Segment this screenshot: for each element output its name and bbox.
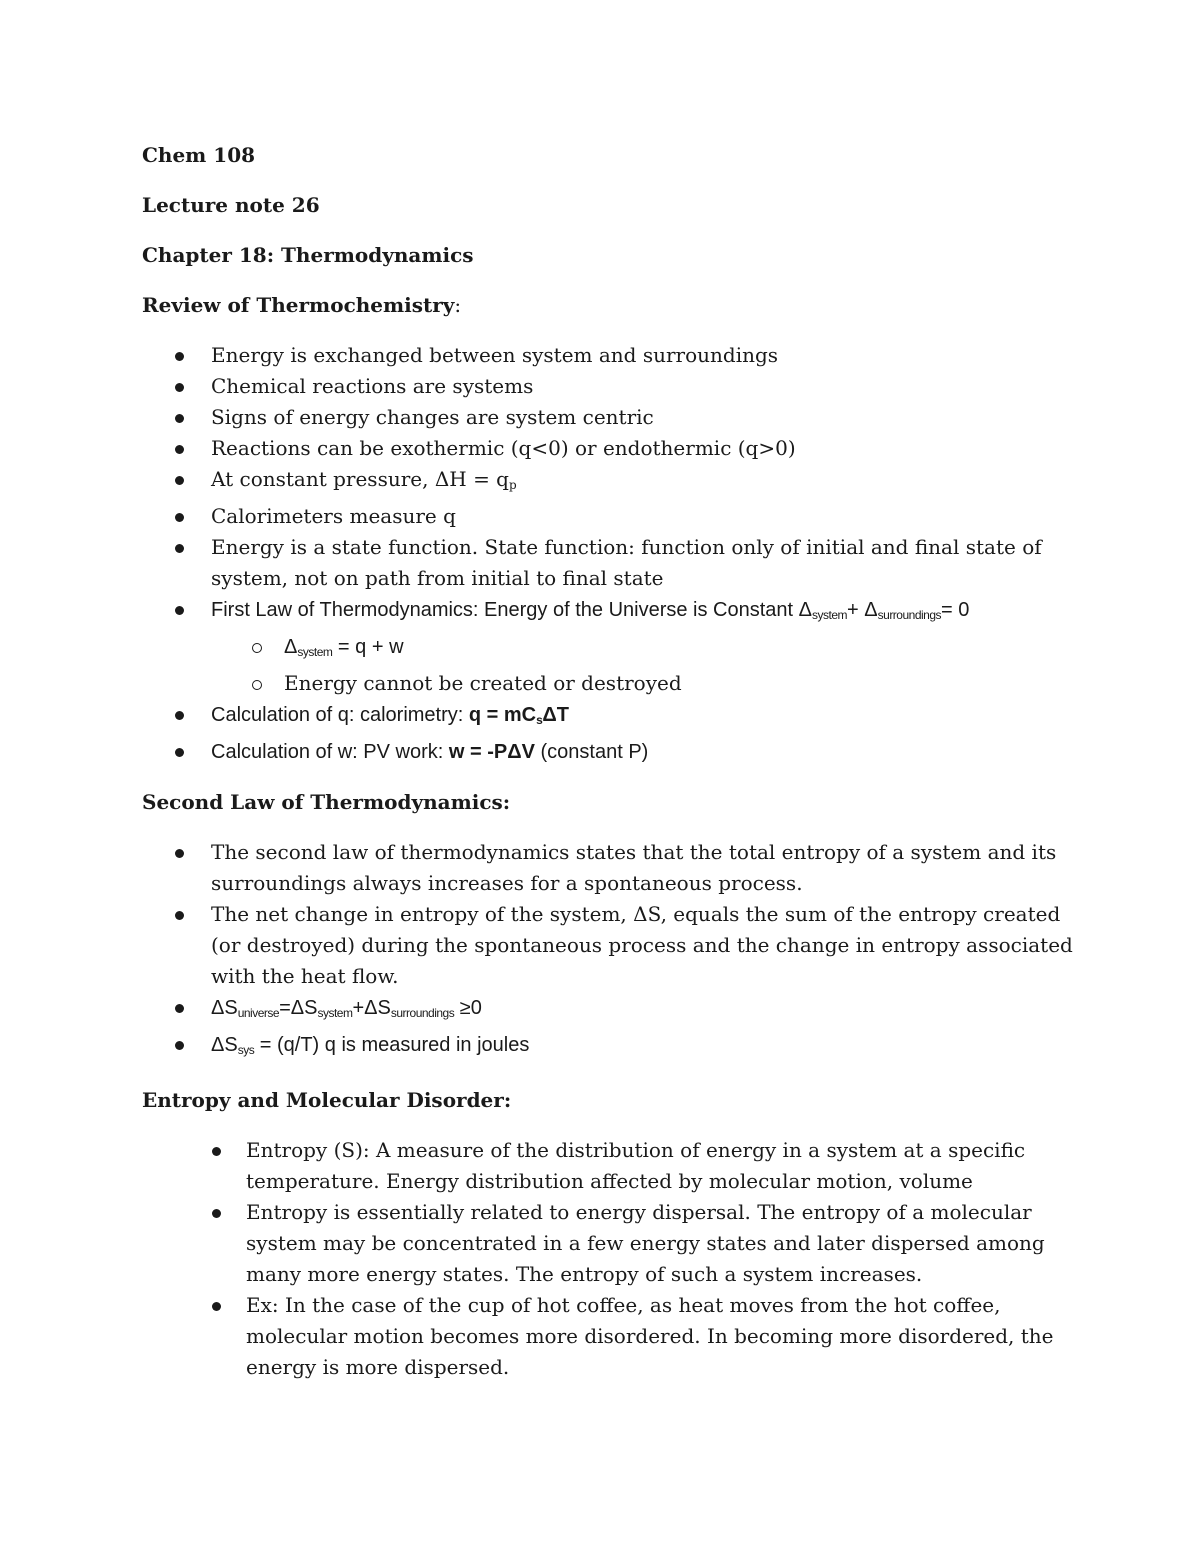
review-list — [142, 340, 1082, 768]
second-law-heading: Second Law of Thermodynamics: — [142, 790, 511, 814]
second-law-list — [142, 837, 1082, 1066]
bullet-icon — [175, 476, 184, 485]
review-title: Review of Thermochemistry — [142, 293, 455, 317]
bullet-icon — [175, 911, 184, 920]
bullet-icon — [175, 1041, 184, 1050]
circle-bullet-icon — [252, 643, 262, 653]
list-item: Ex: In the case of the cup of hot coffee, as heat moves from the hot coffee, molecular motion becomes more disordered. In becoming more disordered, the energy is more dispersed. — [142, 1290, 1082, 1383]
document-page — [142, 140, 1082, 1383]
list-item: Energy is exchanged between system and surroundings — [142, 340, 1082, 371]
bullet-icon — [175, 352, 184, 361]
bullet-icon — [175, 849, 184, 858]
bullet-icon — [175, 606, 184, 615]
list-item: ΔSuniverse=ΔSsystem+ΔSsurroundings ≥0 — [142, 992, 1082, 1029]
review-title-colon: : — [454, 293, 462, 317]
bullet-icon — [175, 513, 184, 522]
bullet-icon — [212, 1147, 221, 1156]
entropy-heading: Entropy and Molecular Disorder: — [142, 1088, 512, 1112]
list-item: Calculation of w: PV work: w = -PΔV (constant P) — [142, 736, 1082, 768]
bullet-icon — [175, 1004, 184, 1013]
entropy-list — [142, 1135, 1082, 1383]
list-item: The net change in entropy of the system, ΔS, equals the sum of the entropy created (or destroyed) during the spontaneous process and the change in entropy associated with the heat flow. — [142, 899, 1082, 992]
bullet-icon — [212, 1302, 221, 1311]
list-item: The second law of thermodynamics states that the total entropy of a system and its surroundings always increases for a spontaneous process. — [142, 837, 1082, 899]
list-item: Reactions can be exothermic (q<0) or endothermic (q>0) — [142, 433, 1082, 464]
bullet-icon — [212, 1209, 221, 1218]
list-item: At constant pressure, ΔH = qp — [142, 464, 1082, 501]
chapter-title: Chapter 18: Thermodynamics — [142, 243, 474, 267]
bullet-icon — [175, 711, 184, 720]
list-item: Entropy (S): A measure of the distribution of energy in a system at a specific temperature. Energy distribution affected by molecular motion, volume — [142, 1135, 1082, 1197]
circle-bullet-icon — [252, 680, 262, 690]
bullet-icon — [175, 748, 184, 757]
bullet-icon — [175, 445, 184, 454]
list-item-first-law: First Law of Thermodynamics: Energy of the Universe is Constant Δsystem+ Δsurroundings= 0 Δsystem = q + w Energy cannot be created or destroyed — [142, 594, 1082, 699]
lecture-title: Lecture note 26 — [142, 193, 320, 217]
list-item: ΔSsys = (q/T) q is measured in joules — [142, 1029, 1082, 1066]
sub-list-item: Energy cannot be created or destroyed — [142, 668, 1082, 699]
bullet-icon — [175, 544, 184, 553]
list-item: Energy is a state function. State function: function only of initial and final state of system, not on path from initial to final state — [142, 532, 1082, 594]
list-item: Chemical reactions are systems — [142, 371, 1082, 402]
list-item: Calculation of q: calorimetry: q = mCsΔT — [142, 699, 1082, 736]
sub-list-item: Δsystem = q + w — [142, 631, 1082, 668]
list-item: Signs of energy changes are system centric — [142, 402, 1082, 433]
list-item: Entropy is essentially related to energy dispersal. The entropy of a molecular system may be concentrated in a few energy states and later dispersed among many more energy states. The entropy of such a system increases. — [142, 1197, 1082, 1290]
list-item: Calorimeters measure q — [142, 501, 1082, 532]
course-title: Chem 108 — [142, 143, 256, 167]
bullet-icon — [175, 383, 184, 392]
review-heading — [142, 290, 1082, 321]
first-law-sublist — [211, 631, 1082, 699]
bullet-icon — [175, 414, 184, 423]
